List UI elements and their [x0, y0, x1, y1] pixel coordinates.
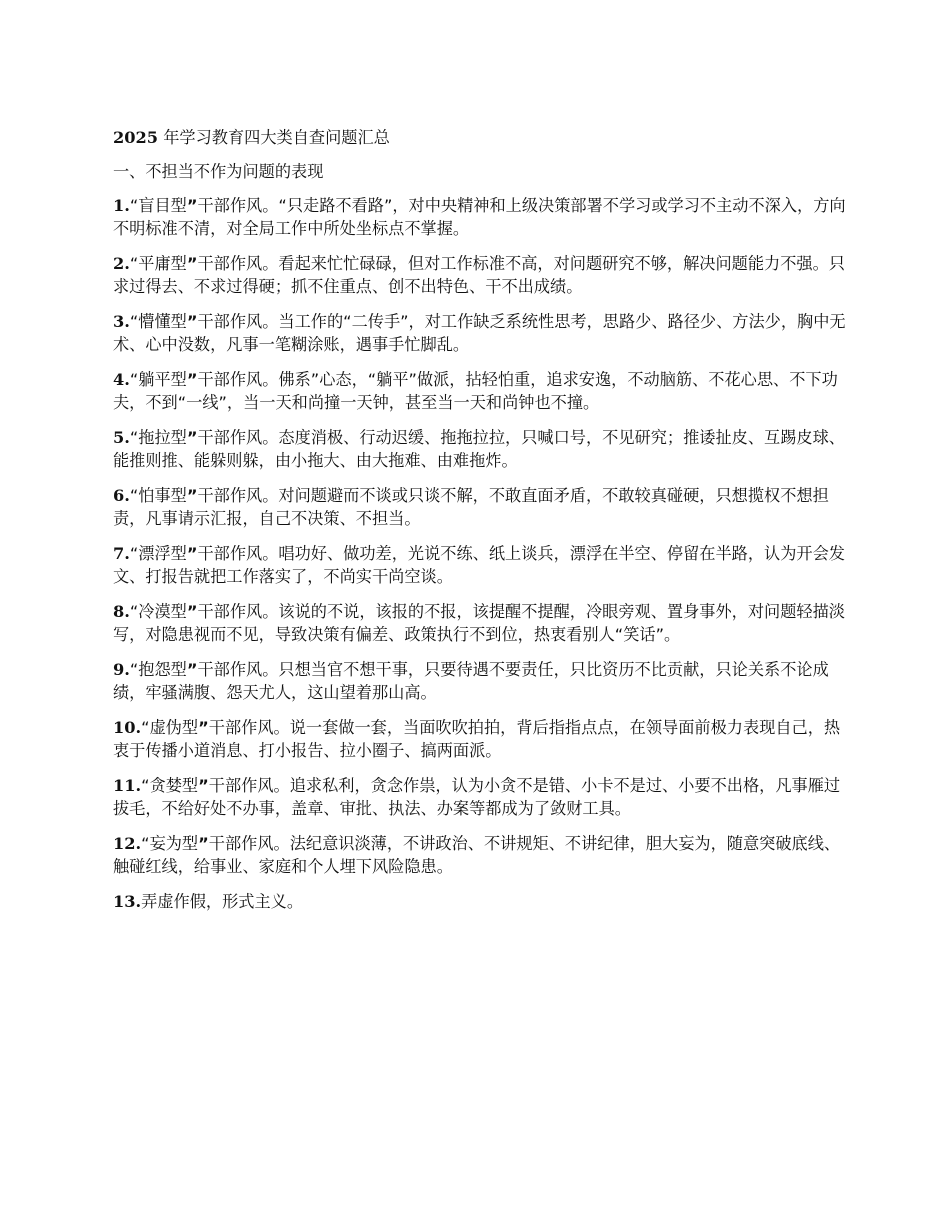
title-year: 2025	[113, 128, 159, 147]
list-item: 13.弄虚作假，形式主义。	[113, 892, 304, 911]
document-title	[113, 126, 851, 149]
list-item: 10.“虚伪型”干部作风。说一套做一套，当面吹吹拍拍，背后指指点点，在领导面前极力表现自己，热衷于传播小道消息、打小报告、拉小圈子、搞两面派。	[113, 718, 841, 760]
list-item: 8.“冷漠型”干部作风。该说的不说，该报的不报，该提醒不提醒，冷眼旁观、置身事外，对问题轻描淡写，对隐患视而不见，导致决策有偏差、政策执行不到位，热衷看别人“笑话”。	[113, 602, 845, 644]
list-item: 3.“懵懂型”干部作风。当工作的“二传手”，对工作缺乏系统性思考，思路少、路径少、方法少，胸中无术、心中没数，凡事一笔糊涂账，遇事手忙脚乱。	[113, 312, 846, 354]
list-item: 1.“盲目型”干部作风。“只走路不看路”，对中央精神和上级决策部署不学习或学习不主动不深入，方向不明标准不清，对全局工作中所处坐标点不掌握。	[113, 196, 846, 238]
section-heading: 一、不担当不作为问题的表现	[113, 162, 324, 181]
list-item: 11.“贪婪型”干部作风。追求私利，贪念作祟，认为小贪不是错、小卡不是过、小要不出格，凡事雁过拔毛，不给好处不办事，盖章、审批、执法、办案等都成为了敛财工具。	[113, 776, 841, 818]
document-page	[113, 126, 851, 925]
list-item: 6.“怕事型”干部作风。对问题避而不谈或只谈不解，不敢直面矛盾，不敢较真碰硬，只想揽权不想担责，凡事请示汇报，自己不决策、不担当。	[113, 486, 829, 528]
list-item: 7.“漂浮型”干部作风。唱功好、做功差，光说不练、纸上谈兵，漂浮在半空、停留在半路，认为开会发文、打报告就把工作落实了，不尚实干尚空谈。	[113, 544, 845, 586]
list-item: 12.“妄为型”干部作风。法纪意识淡薄，不讲政治、不讲规矩、不讲纪律，胆大妄为，随意突破底线、触碰红线，给事业、家庭和个人埋下风险隐患。	[113, 834, 841, 876]
title-text: 年学习教育四大类自查问题汇总	[158, 128, 390, 147]
list-item: 2.“平庸型”干部作风。看起来忙忙碌碌，但对工作标准不高，对问题研究不够，解决问题能力不强。只求过得去、不求过得硬；抓不住重点、创不出特色、干不出成绩。	[113, 254, 845, 296]
list-item: 5.“拖拉型”干部作风。态度消极、行动迟缓、拖拖拉拉，只喊口号，不见研究；推诿扯皮、互踢皮球、能推则推、能躲则躲，由小拖大、由大拖难、由难拖炸。	[113, 428, 845, 470]
list-item: 9.“抱怨型”干部作风。只想当官不想干事，只要待遇不要责任，只比资历不比贡献，只论关系不论成绩，牢骚满腹、怨天尤人，这山望着那山高。	[113, 660, 829, 702]
list-item: 4.“躺平型”干部作风。佛系”心态，“躺平”做派，拈轻怕重，追求安逸，不动脑筋、不花心思、不下功夫，不到“一线”，当一天和尚撞一天钟，甚至当一天和尚钟也不撞。	[113, 370, 838, 412]
